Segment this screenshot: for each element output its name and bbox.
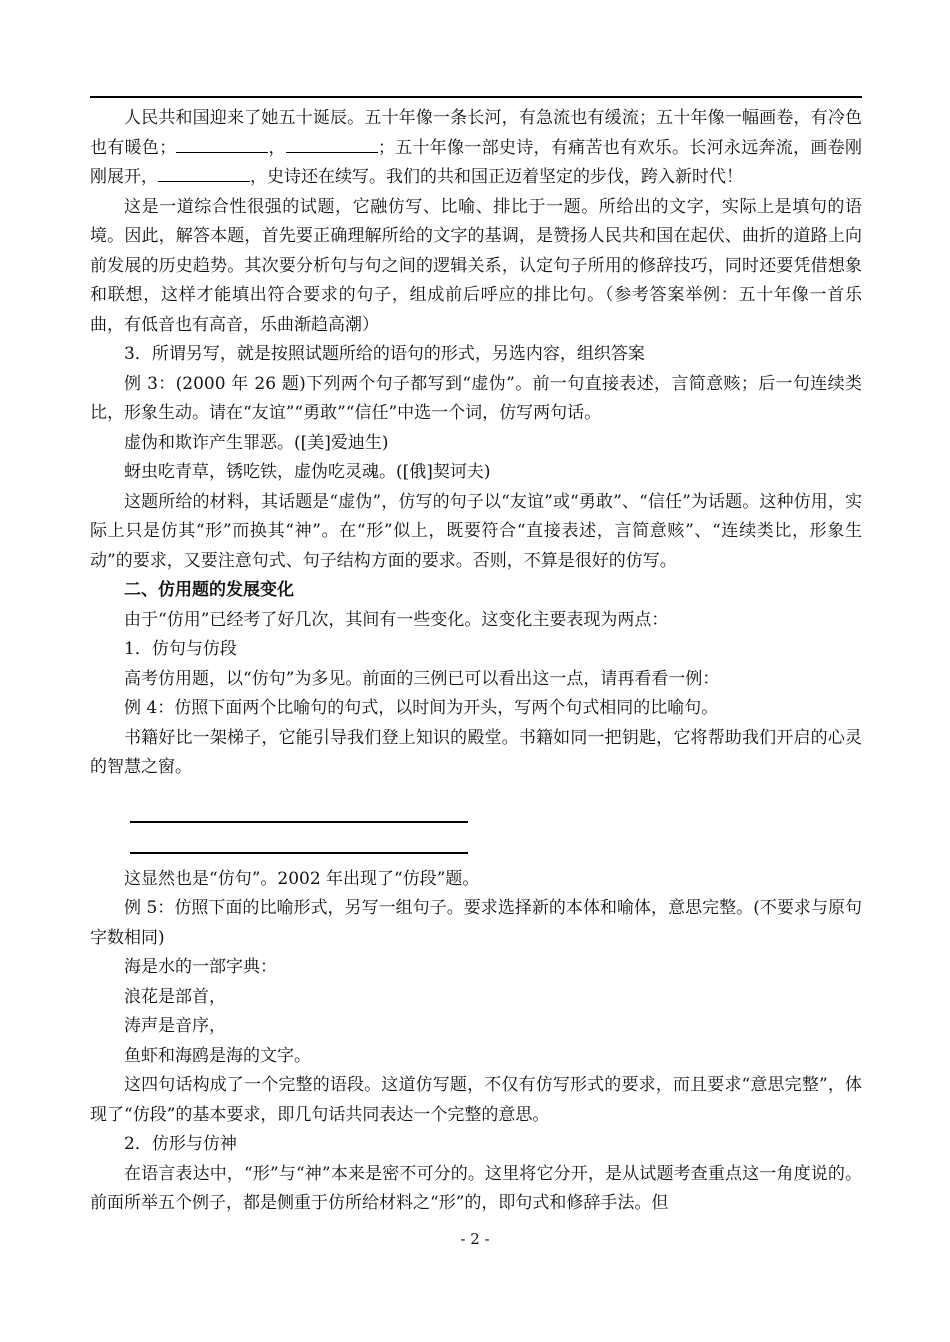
- section-heading: 二、仿用题的发展变化: [124, 580, 294, 600]
- paragraph: 浪花是部首，: [124, 986, 226, 1007]
- paragraph: 人民共和国迎来了她五十诞辰。五十年像一条长河，有急流也有缓流；五十年像一幅画卷，有冷色也有暖色； ， ；五十年像一部史诗，有痛苦也有欢乐。长河永远奔流，画卷刚刚展开， ，史诗还在续写。我们的共和国正迈着坚定的步伐，跨入新时代！: [90, 108, 863, 187]
- fill-blank: [176, 138, 268, 153]
- fill-blank: [286, 138, 378, 153]
- paragraph: 这题所给的材料，其话题是“虚伪”，仿写的句子以“友谊”或“勇敢”、“信任”为话题。这种仿用，实际上只是仿其“形”而换其“神”。在“形”似上，既要符合“直接表述，言简意赅”、“连续类比，形象生动”的要求，又要注意句式、句子结构方面的要求。否则，不算是很好的仿写。: [90, 491, 862, 571]
- paragraph: 在语言表达中，“形”与“神”本来是密不可分的。这里将它分开，是从试题考查重点这一角度说的。前面所举五个例子，都是侧重于仿所给材料之“形”的，即句式和修辞手法。但: [90, 1163, 862, 1213]
- paragraph: 这显然也是“仿句”。2002 年出现了“仿段”题。: [124, 868, 480, 889]
- fill-blank: [158, 167, 250, 182]
- paragraph: 蚜虫吃青草，锈吃铁，虚伪吃灵魂。([俄]契诃夫): [124, 462, 491, 482]
- paragraph: 例 4：仿照下面两个比喻句的句式，以时间为开头，写两个句式相同的比喻句。: [124, 698, 719, 718]
- paragraph: 这四句话构成了一个完整的语段。这道仿写题，不仅有仿写形式的要求，而且要求“意思完整”，体现了“仿段”的基本要求，即几句话共同表达一个完整的意思。: [90, 1075, 862, 1125]
- answer-line: [130, 852, 468, 854]
- paragraph: 书籍好比一架梯子，它能引导我们登上知识的殿堂。书籍如同一把钥匙，它将帮助我们开启的心灵的智慧之窗。: [90, 727, 862, 777]
- answer-lines: [90, 783, 862, 847]
- paragraph: 例 3：(2000 年 26 题)下列两个句子都写到“虚伪”。前一句直接表述，言简意赅；后一句连续类比，形象生动。请在“友谊”“勇敢”“信任”中选一个词，仿写两句话。: [90, 373, 862, 423]
- paragraph: 2．仿形与仿神: [124, 1134, 237, 1154]
- answer-line: [130, 821, 468, 823]
- paragraph: 这是一道综合性很强的试题，它融仿写、比喻、排比于一题。所给出的文字，实际上是填句的语境。因此，解答本题，首先要正确理解所给的文字的基调，是赞扬人民共和国在起伏、曲折的道路上向前发展的历史趋势。其次要分析句与句之间的逻辑关系，认定句子所用的修辞技巧，同时还要凭借想象和联想，这样才能填出符合要求的句子，组成前后呼应的排比句。（参考答案举例：五十年像一首乐曲，有低音也有高音，乐曲渐趋高潮）: [90, 196, 862, 335]
- paragraph: 3．所谓另写，就是按照试题所给的语句的形式，另选内容，组织答案: [124, 344, 645, 364]
- document-body: [90, 104, 862, 1219]
- header-rule: [90, 96, 862, 98]
- paragraph: 虚伪和欺诈产生罪恶。([美]爱迪生): [124, 432, 389, 453]
- paragraph: 1．仿句与仿段: [124, 639, 237, 659]
- paragraph: 由于“仿用”已经考了好几次，其间有一些变化。这变化主要表现为两点：: [124, 609, 669, 630]
- paragraph: 涛声是音序，: [124, 1016, 226, 1036]
- paragraph: 鱼虾和海鸥是海的文字。: [124, 1045, 311, 1066]
- page-number: - 2 -: [460, 1230, 490, 1248]
- paragraph: 海是水的一部字典：: [124, 957, 277, 977]
- paragraph: 例 5：仿照下面的比喻形式，另写一组句子。要求选择新的本体和喻体，意思完整。(不要求与原句字数相同): [90, 898, 862, 948]
- paragraph: 高考仿用题，以“仿句”为多见。前面的三例已可以看出这一点，请再看看一例：: [124, 668, 720, 689]
